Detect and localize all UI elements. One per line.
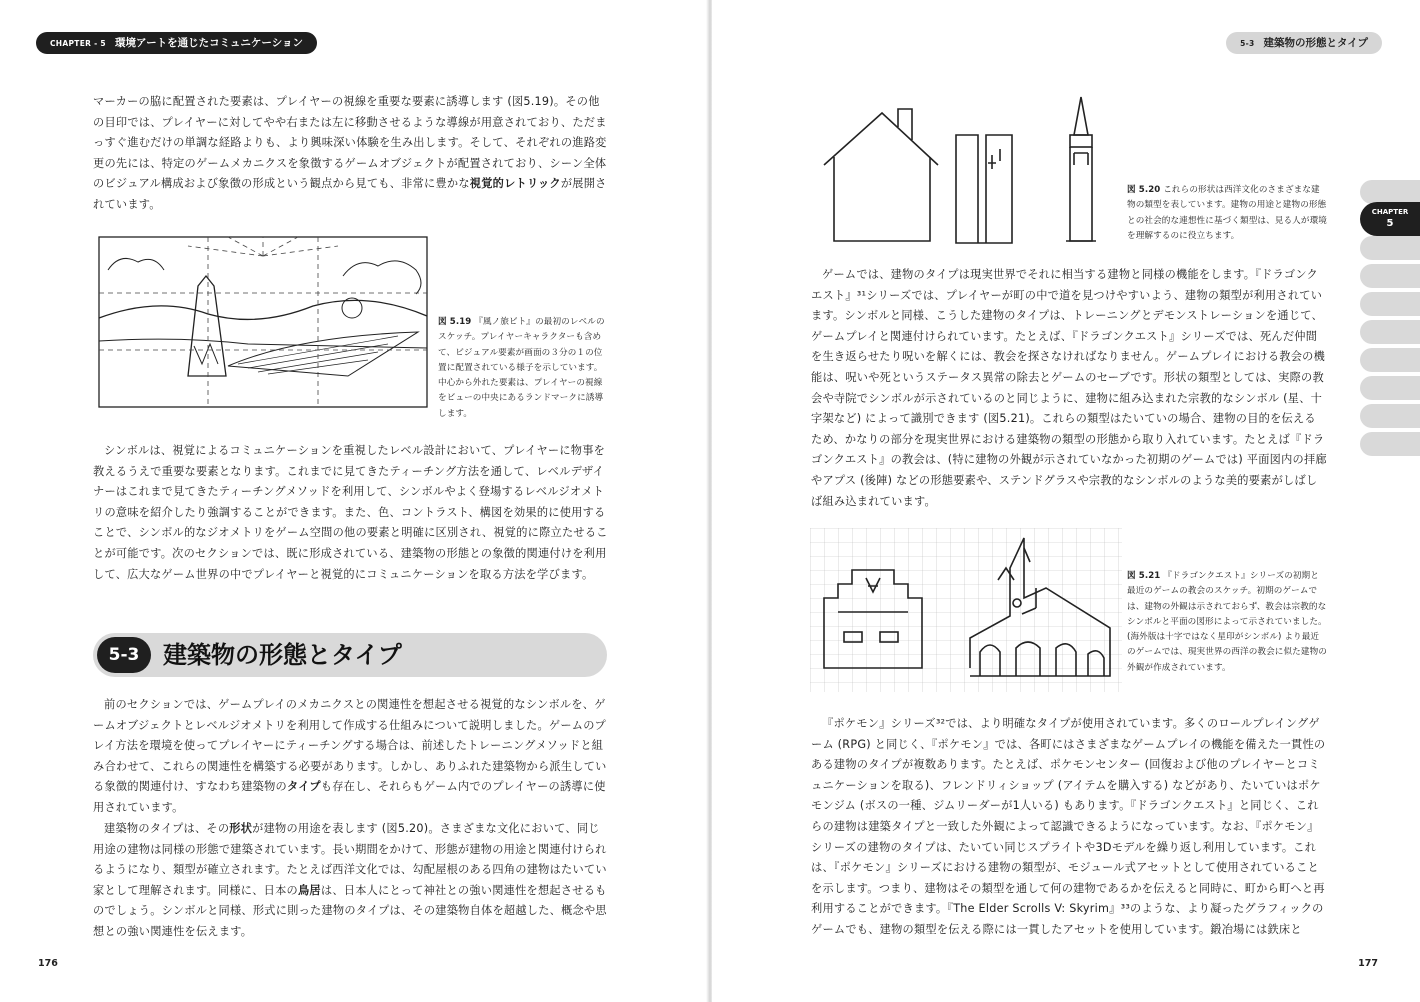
thumb-tab-10[interactable] bbox=[1360, 348, 1420, 372]
figure-5-20-caption: 図 5.20 これらの形状は西洋文化のさまざまな建物の類型を表しています。建物の用途と建物の形態との社会的な連想性に基づく類型は、見る人が環境を理解するのに役立ちます。 bbox=[1127, 185, 1327, 241]
paragraph-3: 前のセクションでは、ゲームプレイのメカニクスとの関連性を想起させる視覚的なシンボルを、ゲームオブジェクトとレベルジオメトリを利用して作成する仕組みについて説明しました。ゲームのプレイ方法を環境を使ってプレイヤーにティーチングする場合は、前述したトレーニングメソッドと組み合わせて、これらの関連性を構築する必要があります。しかし、ありふれた建築物から派生している象徴的関連付け、すなわち建築物のタイプも存在し、それらもゲーム内でのプレイヤーの誘導に使用されています。 bbox=[93, 698, 607, 814]
thumb-tab-7[interactable] bbox=[1360, 264, 1420, 288]
chapter-label: CHAPTER - 5 bbox=[50, 39, 106, 48]
thumb-tab-9[interactable] bbox=[1360, 320, 1420, 344]
thumb-tab-4[interactable] bbox=[1360, 180, 1420, 204]
tab-chapter-number: 5 bbox=[1386, 218, 1394, 229]
paragraph-5: ゲームでは、建物のタイプは現実世界でそれに相当する建物と同様の機能をします。『ドラゴンクエスト』³¹シリーズでは、プレイヤーが町の中で道を見つけやすいよう、建物の類型が利用されています。シンボルと同様、こうした建物のタイプは、トレーニングとデモンストレーションを通じて、ゲームプレイと関連付けられています。たとえば、『ドラゴンクエスト』シリーズでは、死んだ仲間を生き返らせたり呪いを解くには、教会を探さなければなりません。ゲームプレイにおける教会の機能は、呪いや死というステータス異常の除去とゲームのセーブです。形状の類型としては、実際の教会や寺院でシンボルが示されているのと同じように、建物に組み込まれた宗教的なシンボル (星、十字架など) によって識別できます (図5.21)。これらの類型はたいていの場合、建物の目的を伝えるため、かなりの部分を現実世界における建築物の類型の形態から取り入れています。たとえば『ドラゴンクエスト』の教会は、(特に建物の外観が示されていなかった初期のゲームでは) 平面図内の拝廊やアプス (後陣) などの形態要素や、ステンドグラスや宗教的なシンボルのような美的要素がしばしば組み込まれています。 bbox=[811, 268, 1327, 508]
section-label: 5-3 bbox=[1240, 39, 1255, 48]
bold-term: 形状 bbox=[229, 822, 253, 835]
section-title: 建築物の形態とタイプ bbox=[163, 641, 402, 669]
chapter-header bbox=[36, 32, 317, 54]
thumb-tab-13[interactable] bbox=[1360, 432, 1420, 456]
page-number-left: 176 bbox=[38, 958, 58, 969]
thumb-tab-11[interactable] bbox=[1360, 376, 1420, 400]
section-header bbox=[1226, 32, 1382, 54]
figure-5-21-caption: 図 5.21 『ドラゴンクエスト』シリーズの初期と最近のゲームの教会のスケッチ。初期のゲームでは、建物の外観は示されておらず、教会は宗教的なシンボルと平面の図形によって示されていました。(海外版は十字ではなく星印がシンボル) より最近のゲームでは、現実世界の西洋の教会に似た建物の外観が作成されています。 bbox=[1127, 571, 1327, 673]
paragraph-4: 建築物のタイプは、その形状が建物の用途を表します (図5.20)。さまざまな文化において、同じ用途の建物は同様の形態で建築されています。長い期間をかけて、形態が建物の用途と関連付けられるようになり、類型が確立されます。たとえば西洋文化では、勾配屋根のある四角の建物はたいてい家として理解されます。同様に、日本の鳥居は、日本人にとって神社との強い関連性を想起させるものでしょう。シンボルと同様、形式に則った建物のタイプは、その建築物自体を超越した、概念や思想との強い関連性を伝えます。 bbox=[93, 822, 607, 938]
thumb-tab-12[interactable] bbox=[1360, 404, 1420, 428]
figure-5-20-sketch bbox=[824, 95, 1124, 247]
bold-term: 鳥居 bbox=[297, 883, 321, 897]
thumb-tab-chapter-5[interactable] bbox=[1360, 202, 1420, 236]
page-number-right: 177 bbox=[1358, 958, 1378, 969]
section-number: 5-3 bbox=[97, 637, 151, 673]
figure-5-19-caption: 図 5.19 『風ノ旅ビト』の最初のレベルのスケッチ。プレイヤーキャラクターも含めて、ビジュアル要素が画面の３分の１の位置に配置されている様子を示しています。中心から外れた要素は、プレイヤーの視線をビューの中央にあるランドマークに誘導します。 bbox=[438, 317, 605, 419]
left-page bbox=[0, 0, 708, 1002]
thumb-tab-8[interactable] bbox=[1360, 292, 1420, 316]
right-page bbox=[712, 0, 1420, 1002]
paragraph-1: マーカーの脇に配置された要素は、プレイヤーの視線を重要な要素に誘導します (図5.19)。その他の目印では、プレイヤーに対してやや右または左に移動させるような導線が用意されており、ただまっすぐ進むだけの単調な経路よりも、より興味深い体験を生み出します。そして、それぞれの進路変更の先には、特定のゲームメカニクスを象徴するゲームオブジェクトが配置されており、シーン全体のビジュアル構成および象徴の形成という観点から見ても、非常に豊かな視覚的レトリックが展開されています。 bbox=[93, 95, 607, 211]
section-header-title: 建築物の形態とタイプ bbox=[1263, 37, 1368, 49]
bold-term: 視覚的レトリック bbox=[469, 177, 561, 191]
paragraph-6: 『ポケモン』シリーズ³²では、より明確なタイプが使用されています。多くのロールプレイングゲーム (RPG) と同じく、『ポケモン』では、各町にはさまざまなゲームプレイの機能を備えた一貫性のある建物のタイプが複数あります。たとえば、ポケモンセンター (回復および他のプレイヤーとコミュニケーションを取る)、フレンドリィショップ (アイテムを購入する) などがあり、たいていはポケモンジム (ボスの一種、ジムリーダーが1人いる) もあります。『ドラゴンクエスト』と同じく、これらの建物は建築タイプと一致した外観によって認識できるようになっています。なお、『ポケモン』シリーズの建物のタイプは、たいてい同じスプライトや3Dモデルを繰り返し利用しています。これは、『ポケモン』シリーズにおける建物の類型が、モジュール式アセットとして使用されていることを示します。つまり、建物はその類型を通して何の建物であるかを伝えると同時に、町から町へと再利用することができます。『The Elder Scrolls V: Skyrim』³³のような、より凝ったグラフィックのゲームでも、建物の類型を伝える際には一貫したアセットを使用しています。鍛冶場には鉄床と bbox=[811, 717, 1326, 936]
figure-5-21-sketch bbox=[810, 528, 1122, 692]
figure-5-19-sketch bbox=[98, 236, 428, 408]
bold-term: タイプ bbox=[287, 780, 321, 794]
tab-chapter-label: CHAPTER bbox=[1371, 208, 1409, 216]
thumb-tab-6[interactable] bbox=[1360, 236, 1420, 260]
paragraph-2: シンボルは、視覚によるコミュニケーションを重視したレベル設計において、プレイヤーに物事を教えるうえで重要な要素となります。これまでに見てきたティーチング方法を通して、レベルデザイナーはこれまで見てきたティーチングメソッドを利用して、シンボルやよく登場するレベルジオメトリの意味を紹介したり強調することができます。また、色、コントラスト、構図を効果的に使用することで、シンボル的なジオメトリをゲーム空間の他の要素と明確に区別され、視覚的に際立たせることが可能です。次のセクションでは、既に形成されている、建築物の形態との象徴的関連付けを利用して、広大なゲーム世界の中でプレイヤーと視覚的にコミュニケーションを取る方法を学びます。 bbox=[93, 444, 608, 581]
section-heading bbox=[93, 633, 607, 677]
chapter-title: 環境アートを通じたコミュニケーション bbox=[114, 37, 304, 49]
